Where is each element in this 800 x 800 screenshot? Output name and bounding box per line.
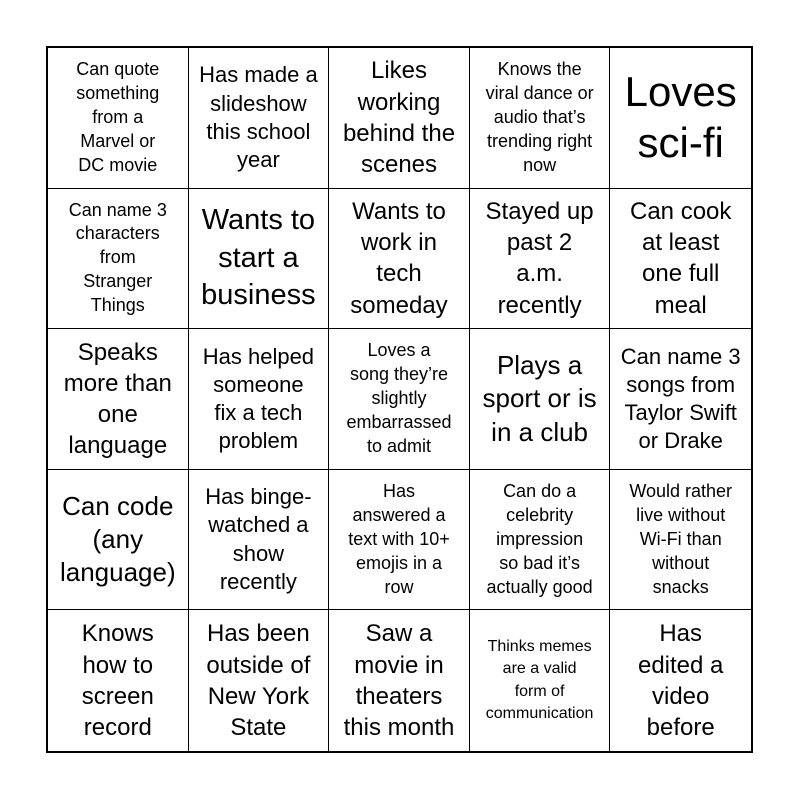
bingo-cell[interactable] (610, 329, 751, 470)
bingo-cell[interactable] (329, 610, 470, 751)
bingo-cell-text: Loves a song they’re slightly embarrassed to admit (346, 340, 452, 456)
bingo-cell-text: Has edited a video before (637, 620, 724, 741)
bingo-cell[interactable] (610, 610, 751, 751)
bingo-cell[interactable] (189, 610, 330, 751)
bingo-cell[interactable] (610, 189, 751, 330)
bingo-cell-text: Can code (any language) (59, 490, 176, 588)
bingo-cell-text: Speaks more than one language (63, 338, 172, 460)
bingo-cell[interactable] (329, 329, 470, 470)
bingo-cell-text: Loves sci-fi (624, 68, 737, 166)
bingo-cell[interactable] (329, 189, 470, 330)
bingo-cell-text: Can do a celebrity impression so bad it’s actually good (486, 480, 593, 597)
bingo-cell-text: Saw a movie in theaters this month (343, 620, 455, 741)
bingo-cell[interactable] (189, 329, 330, 470)
bingo-cell[interactable] (48, 48, 189, 189)
bingo-cell-text: Wants to work in tech someday (350, 198, 448, 319)
bingo-cell[interactable] (48, 610, 189, 751)
bingo-cell[interactable] (329, 48, 470, 189)
bingo-cell-text: Has answered a text with 10+ emojis in a row (348, 480, 450, 597)
bingo-cell-text: Wants to start a business (201, 203, 316, 312)
bingo-cell-text: Thinks memes are a valid form of communication (485, 637, 594, 723)
bingo-cell-text: Has binge- watched a show recently (205, 484, 312, 594)
bingo-cell[interactable] (189, 48, 330, 189)
bingo-cell[interactable] (470, 329, 611, 470)
bingo-cell[interactable] (610, 470, 751, 611)
bingo-cell-text: Plays a sport or is in a club (482, 350, 597, 447)
bingo-cell-text: Would rather live without Wi-Fi than without snacks (629, 480, 733, 597)
bingo-cell-text: Knows how to screen record (81, 620, 154, 741)
bingo-cell[interactable] (189, 189, 330, 330)
bingo-cell[interactable] (189, 470, 330, 611)
bingo-cell-text: Likes working behind the scenes (342, 57, 456, 178)
bingo-cell-text: Stayed up past 2 a.m. recently (485, 198, 594, 319)
bingo-cell[interactable] (470, 189, 611, 330)
bingo-cell[interactable] (610, 48, 751, 189)
bingo-cell[interactable] (329, 470, 470, 611)
bingo-cell-text: Has made a slideshow this school year (199, 62, 318, 172)
bingo-board (46, 46, 753, 753)
bingo-cell-text: Has helped someone fix a tech problem (202, 343, 315, 454)
bingo-cell-text: Can name 3 characters from Stranger Things (68, 199, 167, 316)
bingo-cell[interactable] (48, 189, 189, 330)
bingo-cell[interactable] (470, 48, 611, 189)
bingo-cell[interactable] (48, 470, 189, 611)
bingo-cell[interactable] (470, 610, 611, 751)
bingo-cell-text: Has been outside of New York State (206, 620, 311, 741)
bingo-cell[interactable] (48, 329, 189, 470)
bingo-cell-text: Knows the viral dance or audio that’s trending right now (485, 58, 594, 175)
bingo-cell-text: Can cook at least one full meal (630, 198, 732, 319)
bingo-cell-text: Can name 3 songs from Taylor Swift or Drake (620, 343, 741, 454)
bingo-cell[interactable] (470, 470, 611, 611)
bingo-cell-text: Can quote something from a Marvel or DC movie (76, 58, 160, 175)
